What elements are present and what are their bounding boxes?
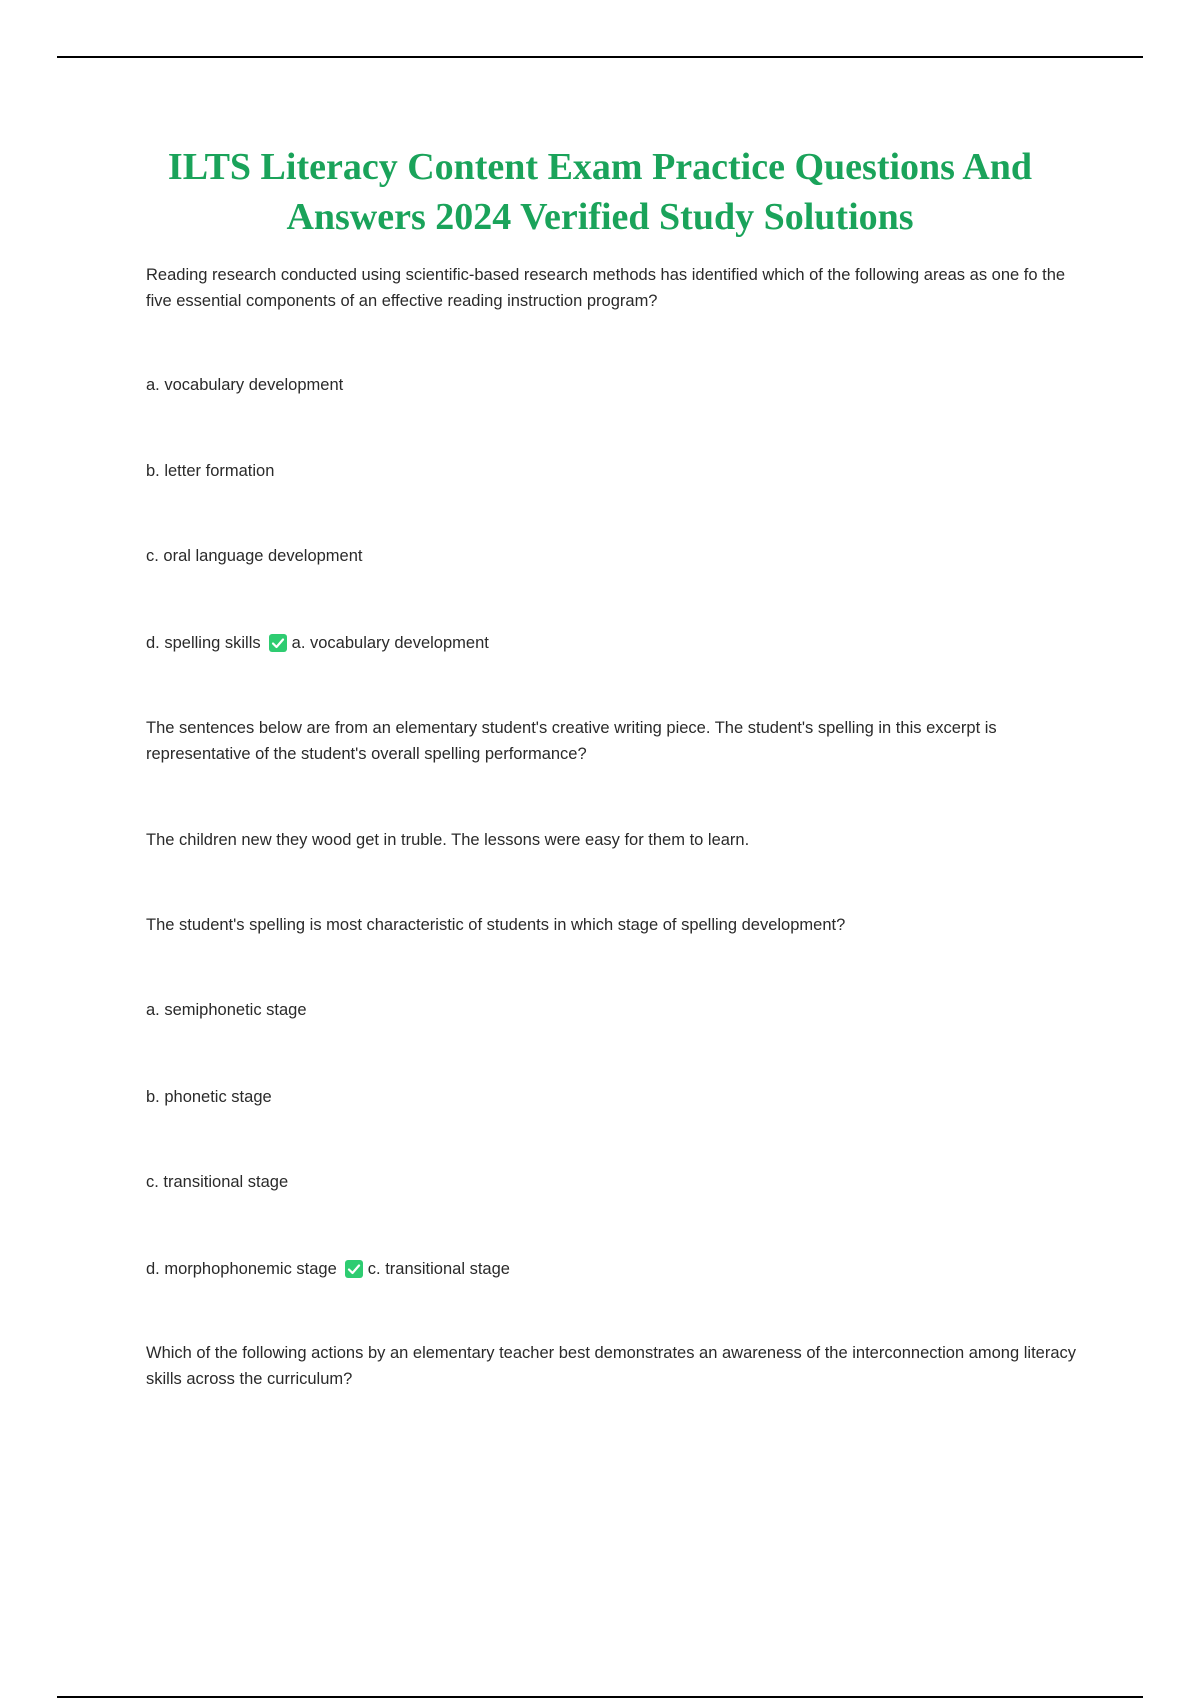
check-mark-icon [345,1260,363,1278]
question-1-option-c: c. oral language development [146,547,363,565]
question-1-option-d: d. spelling skills [146,634,261,652]
question-2-option-c: c. transitional stage [146,1173,289,1191]
question-1-option-a: a. vocabulary development [146,376,344,394]
question-2-option-d: d. morphophonemic stage [146,1260,337,1278]
question-2-option-a: a. semiphonetic stage [146,1001,307,1019]
question-2-option-b: b. phonetic stage [146,1088,272,1106]
question-1-answer: a. vocabulary development [291,634,489,652]
question-1-option-b: b. letter formation [146,462,275,480]
question-2-prompt: The sentences below are from an elementary student's creative writing piece. The student's spelling in this excerpt is representative of the student's overall spelling performance? [146,719,997,763]
question-2-answer: c. transitional stage [367,1260,510,1278]
check-mark-icon [269,634,287,652]
question-2-subprompt: The student's spelling is most characteristic of students in which stage of spelling development? [146,916,846,934]
question-2-excerpt: The children new they wood get in truble. The lessons were easy for them to learn. [146,831,750,849]
bottom-rule [57,1696,1143,1698]
question-2-option-d-with-answer [146,1256,1086,1282]
question-3-prompt: Which of the following actions by an elementary teacher best demonstrates an awareness of the interconnection among literacy skills across the curriculum? [146,1344,1077,1388]
question-1-prompt: Reading research conducted using scientific-based research methods has identified which of the following areas as one fo the five essential components of an effective reading instruction program? [146,266,1066,310]
top-rule [57,56,1143,58]
document-body [146,262,1086,1392]
page-title: ILTS Literacy Content Exam Practice Questions And Answers 2024 Verified Study Solutions [167,146,1033,238]
question-1-option-d-with-answer [146,630,1086,656]
